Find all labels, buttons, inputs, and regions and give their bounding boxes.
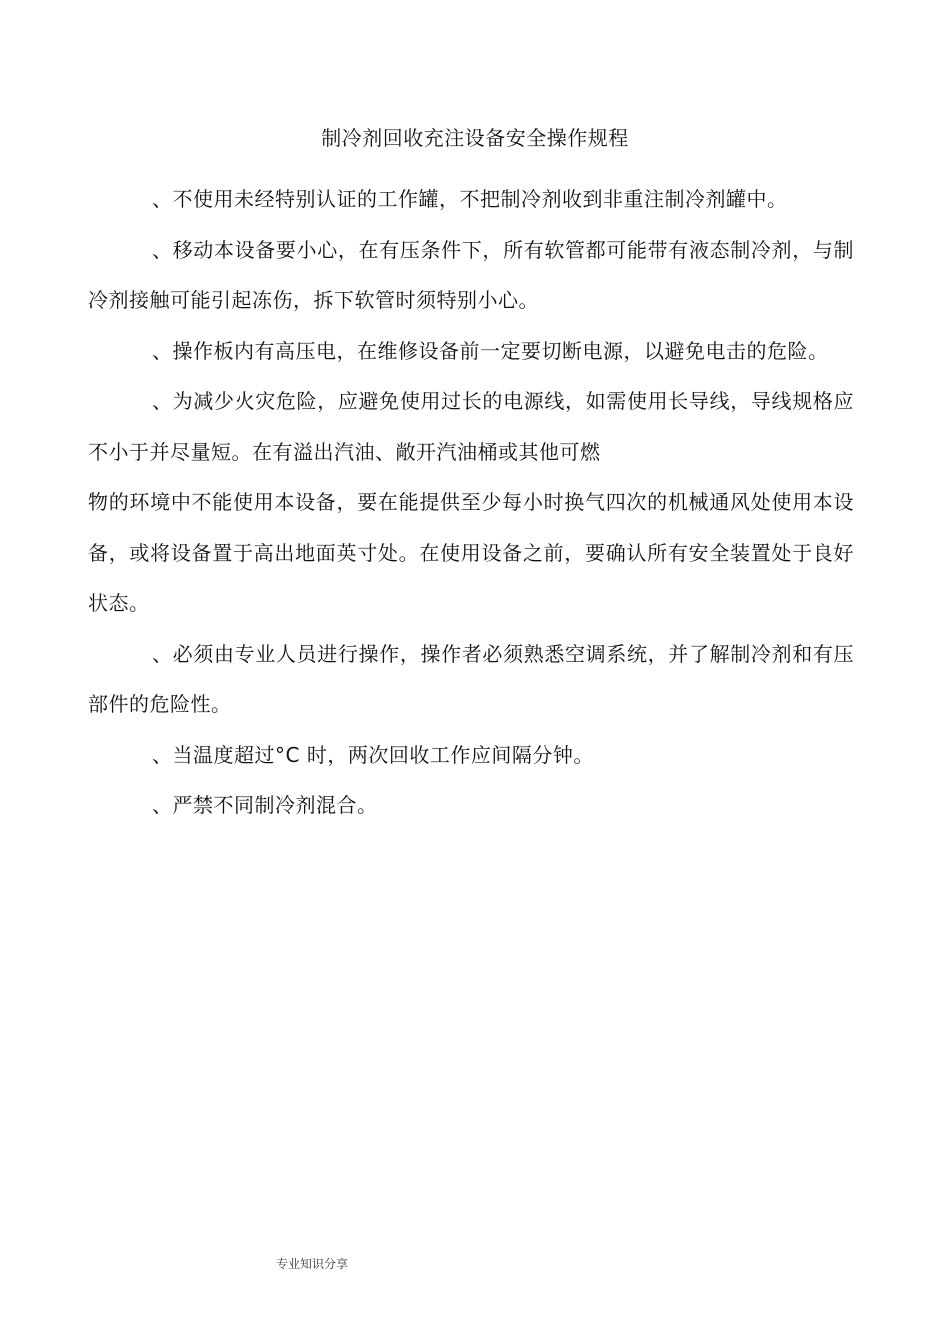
footer-note: 专业知识分享 — [276, 1257, 349, 1271]
paragraph-3: 、操作板内有高压电，在维修设备前一定要切断电源，以避免电击的危险。 — [152, 338, 829, 363]
paragraph-5: 物的环境中不能使用本设备，要在能提供至少每小时换气四次的机械通风处使用本设备，或将设备置于高出地面英寸处。在使用设备之前，要确认所有安全装置处于良好状态。 — [88, 490, 854, 615]
document-title: 制冷剂回收充注设备安全操作规程 — [321, 126, 629, 150]
paragraph-2: 、移动本设备要小心，在有压条件下，所有软管都可能带有液态制冷剂，与制冷剂接触可能引起冻伤，拆下软管时须特别小心。 — [88, 237, 854, 312]
paragraph-8: 、严禁不同制冷剂混合。 — [152, 793, 378, 817]
paragraph-7: 、当温度超过°C 时，两次回收工作应间隔分钟。 — [152, 742, 594, 767]
document-body — [88, 174, 854, 831]
paragraph-6: 、必须由专业人员进行操作，操作者必须熟悉空调系统，并了解制冷剂和有压部件的危险性。 — [88, 641, 854, 716]
paragraph-1: 、不使用未经特别认证的工作罐，不把制冷剂收到非重注制冷剂罐中。 — [152, 187, 788, 211]
paragraph-4: 、为减少火灾危险，应避免使用过长的电源线，如需使用长导线，导线规格应不小于并尽量短。在有溢出汽油、敞开汽油桶或其他可燃 — [88, 389, 854, 464]
